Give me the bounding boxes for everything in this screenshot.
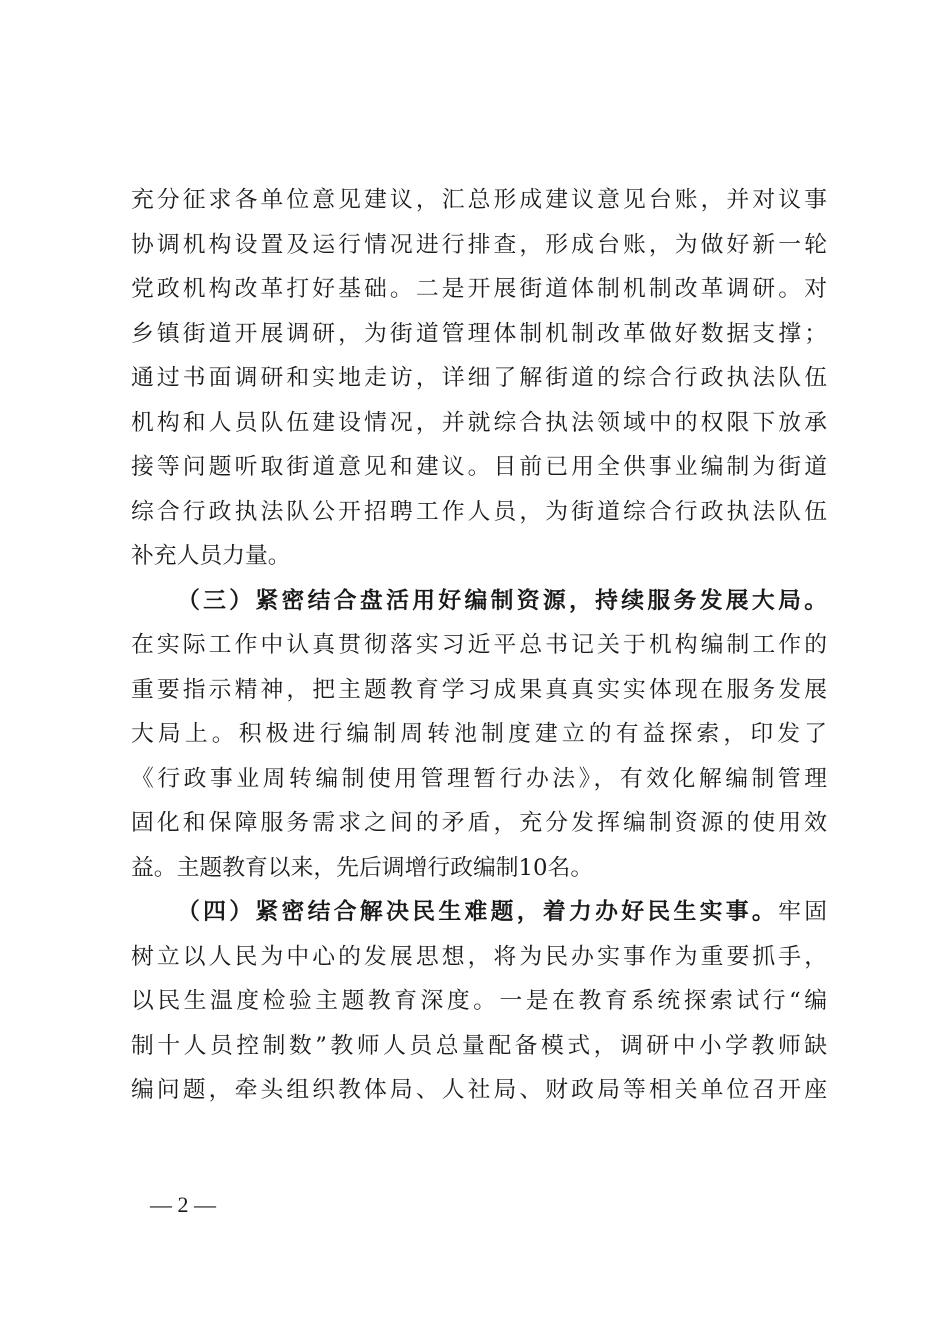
- body-line: 以民生温度检验主题教育深度。一是在教育系统探索试行“编: [131, 988, 827, 1014]
- body-line: 通过书面调研和实地走访，详细了解街道的综合行政执法队伍: [131, 365, 827, 391]
- body-line: 综合行政执法队公开招聘工作人员，为街道综合行政执法队伍: [131, 498, 827, 525]
- body-line: 树立以人民为中心的发展思想，将为民办实事作为重要抓手，: [131, 943, 827, 970]
- body-line: 接等问题听取街道意见和建议。目前已用全供事业编制为街道: [131, 454, 827, 480]
- body-line: 协调机构设置及运行情况进行排查，形成台账，为做好新一轮: [131, 231, 827, 258]
- body-line: 在实际工作中认真贯彻落实习近平总书记关于机构编制工作的: [131, 632, 827, 658]
- body-line: 乡镇街道开展调研，为街道管理体制机制改革做好数据支撑；: [131, 320, 827, 347]
- section-heading-4: （四）紧密结合解决民生难题，着力办好民生实事。: [177, 899, 779, 925]
- body-line: 重要指示精神，把主题教育学习成果真真实实体现在服务发展: [131, 676, 827, 703]
- section-heading-3: （三）紧密结合盘活用好编制资源，持续服务发展大局。: [177, 587, 827, 614]
- body-line: 党政机构改革打好基础。二是开展街道体制机制改革调研。对: [131, 276, 827, 302]
- body-line: 大局上。积极进行编制周转池制度建立的有益探索，印发了: [131, 721, 827, 747]
- document-body: [131, 178, 827, 1113]
- heading-tail: 牢固: [778, 899, 828, 925]
- body-line: 《行政事业周转编制使用管理暂行办法》，有效化解编制管理: [131, 765, 827, 792]
- body-line: 编问题，牵头组织教体局、人社局、财政局等相关单位召开座: [131, 1077, 827, 1103]
- body-line: 补充人员力量。: [131, 543, 291, 569]
- body-line: 充分征求各单位意见建议，汇总形成建议意见台账，并对议事: [131, 187, 827, 213]
- body-line: 固化和保障服务需求之间的矛盾，充分发挥编制资源的使用效: [131, 810, 827, 836]
- body-line: 制十人员控制数”教师人员总量配备模式，调研中小学教师缺: [131, 1032, 827, 1059]
- body-line: 机构和人员队伍建设情况，并就综合执法领域中的权限下放承: [131, 409, 827, 436]
- body-line: 益。主题教育以来，先后调增行政编制10名。: [131, 854, 594, 881]
- page-number: — 2 —: [150, 1192, 216, 1217]
- section-heading-line-4: [131, 890, 827, 935]
